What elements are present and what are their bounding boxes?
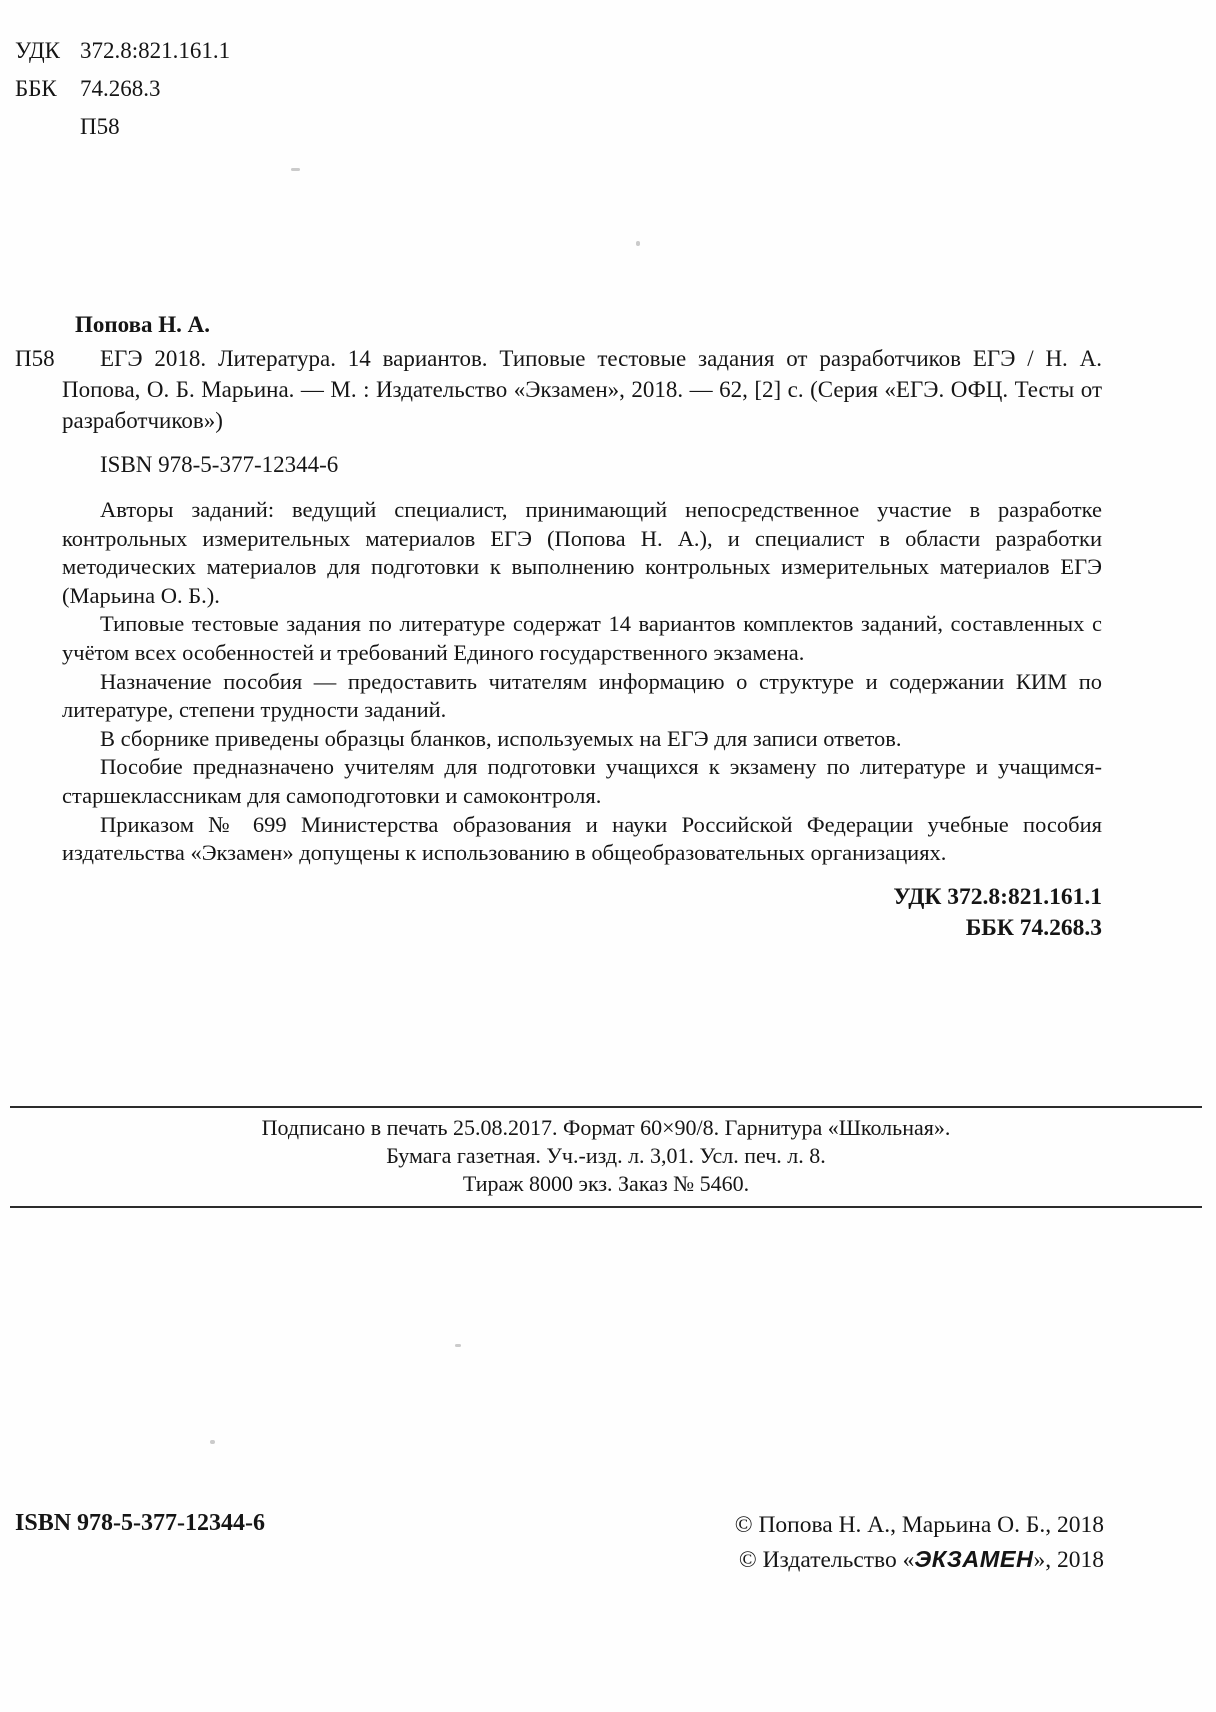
- catalog-card-description: [15, 343, 1102, 436]
- annotation-paragraph: Приказом № 699 Министерства образования и науки Российской Федерации учебные пособия издательства «Экзамен» допущены к использованию в общеобразовательных организациях.: [62, 811, 1102, 866]
- udk-row: [15, 32, 230, 70]
- author-sign-spacer: [15, 108, 80, 146]
- author-name: Попова Н. А.: [75, 312, 210, 337]
- udk-code-right: УДК 372.8:821.161.1: [893, 883, 1102, 910]
- main-text-column: [15, 310, 1102, 944]
- scan-artifact: [636, 241, 640, 246]
- annotation: [62, 496, 1102, 868]
- publisher-brand-name: ЭКЗАМЕН: [914, 1546, 1034, 1572]
- imprint-line-paper: Бумага газетная. Уч.-изд. л. 3,01. Усл. печ. л. 8.: [386, 1143, 826, 1168]
- annotation-paragraph: Назначение пособия — предоставить читателям информацию о структуре и содержании КИМ по литературе, степени трудности заданий.: [62, 668, 1102, 723]
- annotation-paragraph: В сборнике приведены образцы бланков, используемых на ЕГЭ для записи ответов.: [100, 725, 902, 751]
- annotation-paragraph: Авторы заданий: ведущий специалист, принимающий непосредственное участие в разработке контрольных измерительных материалов ЕГЭ (Попова Н. А.), и специалист в области разработки методических материалов для подготовки к выполнению контрольных измерительных материалов ЕГЭ (Марьина О. Б.).: [62, 497, 1102, 608]
- catalog-card-text: ЕГЭ 2018. Литература. 14 вариантов. Типовые тестовые задания от разработчиков ЕГЭ / Н. А. Попова, О. Б. Марьина. — М. : Издательство «Экзамен», 2018. — 62, [2] с. (Серия «ЕГЭ. ОФЦ. Тесты от разработчиков»): [62, 346, 1102, 433]
- copyright-publisher: [735, 1542, 1104, 1577]
- imprint-box: [10, 1106, 1202, 1208]
- author-sign: П58: [80, 114, 120, 139]
- copyright-authors: © Попова Н. А., Марьина О. Б., 2018: [734, 1512, 1104, 1538]
- author-sign-row: [15, 108, 230, 146]
- classification-codes: [15, 32, 230, 146]
- annotation-paragraph: Типовые тестовые задания по литературе содержат 14 вариантов комплектов заданий, составленных с учётом всех особенностей и требований Единого государственного экзамена.: [62, 611, 1102, 665]
- isbn-bottom: ISBN 978-5-377-12344-6: [15, 1510, 265, 1536]
- bbk-row: [15, 70, 230, 108]
- udk-label: УДК: [15, 38, 60, 63]
- annotation-paragraph: Пособие предназначено учителям для подготовки учащихся к экзамену по литературе и учащимся-старшеклассникам для самоподготовки и самоконтроля.: [62, 754, 1102, 808]
- copyright-publisher-prefix: © Издательство «: [738, 1547, 915, 1573]
- classification-codes-right: [62, 882, 1102, 944]
- copyright-publisher-suffix: », 2018: [1033, 1547, 1104, 1573]
- bbk-label: ББК: [15, 76, 57, 101]
- bbk-code-right: ББК 74.268.3: [965, 914, 1102, 941]
- margin-author-sign: П58: [15, 346, 55, 371]
- udk-value: 372.8:821.161.1: [80, 38, 231, 63]
- copyright-block: [735, 1508, 1104, 1577]
- bbk-value: 74.268.3: [80, 76, 161, 101]
- isbn-top: ISBN 978-5-377-12344-6: [100, 452, 339, 477]
- imprint-line-print-run: Тираж 8000 экз. Заказ № 5460.: [462, 1171, 750, 1196]
- imprint-line-print-date: Подписано в печать 25.08.2017. Формат 60×90/8. Гарнитура «Школьная».: [261, 1115, 951, 1140]
- scan-artifact: [455, 1344, 461, 1347]
- scan-artifact: [210, 1440, 215, 1444]
- scan-artifact: [291, 168, 300, 171]
